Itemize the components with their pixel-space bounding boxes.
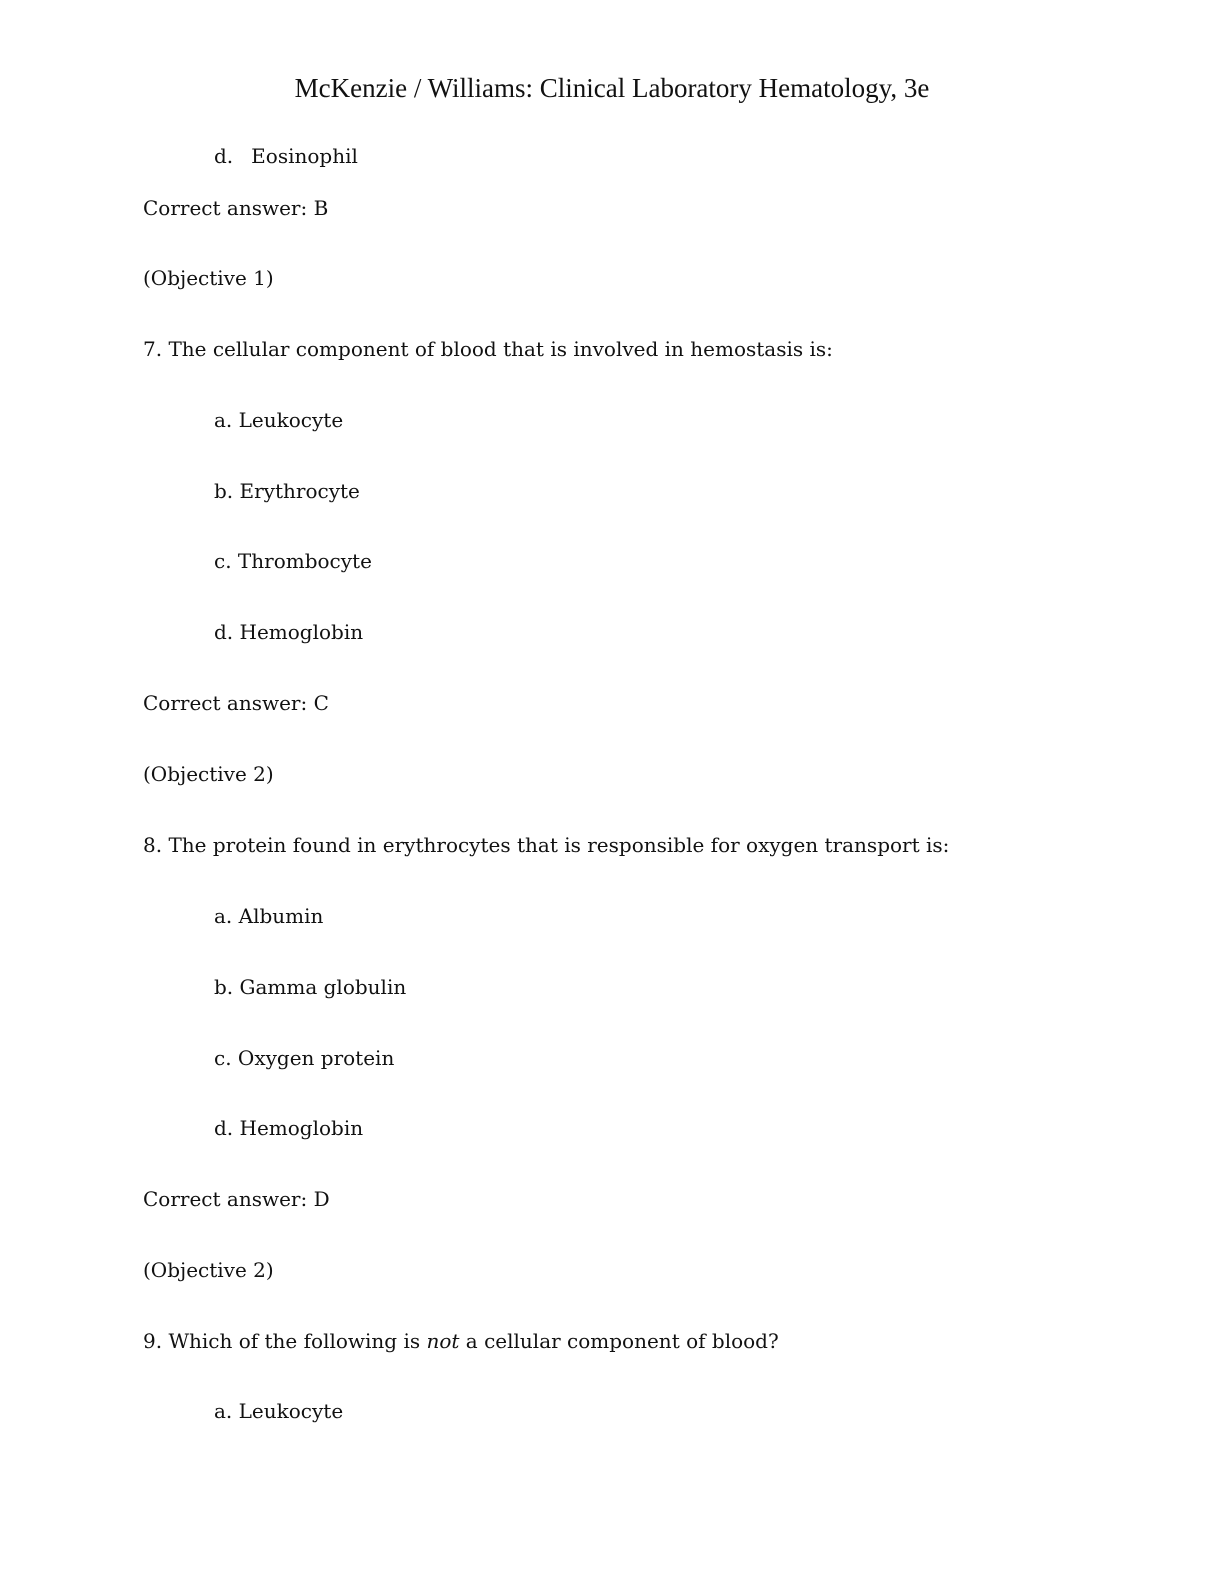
option-item [214, 142, 358, 170]
objective: (Objective 2) [143, 1258, 274, 1282]
option-item: d. Hemoglobin [214, 1116, 364, 1140]
option-text: Eosinophil [251, 144, 358, 168]
option-item: d. Hemoglobin [214, 620, 364, 644]
correct-answer: Correct answer: C [143, 691, 329, 715]
option-item: a. Leukocyte [214, 408, 344, 432]
question-7: 7. The cellular component of blood that is involved in hemostasis is: [143, 337, 833, 361]
correct-answer: Correct answer: B [143, 196, 329, 220]
option-item: a. Albumin [214, 904, 324, 928]
question-8: 8. The protein found in erythrocytes that is responsible for oxygen transport is: [143, 833, 950, 857]
option-item: c. Thrombocyte [214, 549, 372, 573]
objective: (Objective 1) [143, 266, 274, 290]
option-item: b. Erythrocyte [214, 479, 360, 503]
option-item: c. Oxygen protein [214, 1046, 395, 1070]
objective: (Objective 2) [143, 762, 274, 786]
question-emphasis: not [426, 1329, 460, 1353]
option-item: b. Gamma globulin [214, 975, 407, 999]
page-header: McKenzie / Williams: Clinical Laboratory Hematology, 3e [294, 73, 930, 103]
option-letter: d. [214, 144, 234, 168]
option-item: a. Leukocyte [214, 1399, 344, 1423]
question-9 [143, 1327, 779, 1355]
question-text: 9. Which of the following is [143, 1329, 427, 1353]
correct-answer: Correct answer: D [143, 1187, 330, 1211]
question-text: a cellular component of blood? [459, 1329, 779, 1353]
